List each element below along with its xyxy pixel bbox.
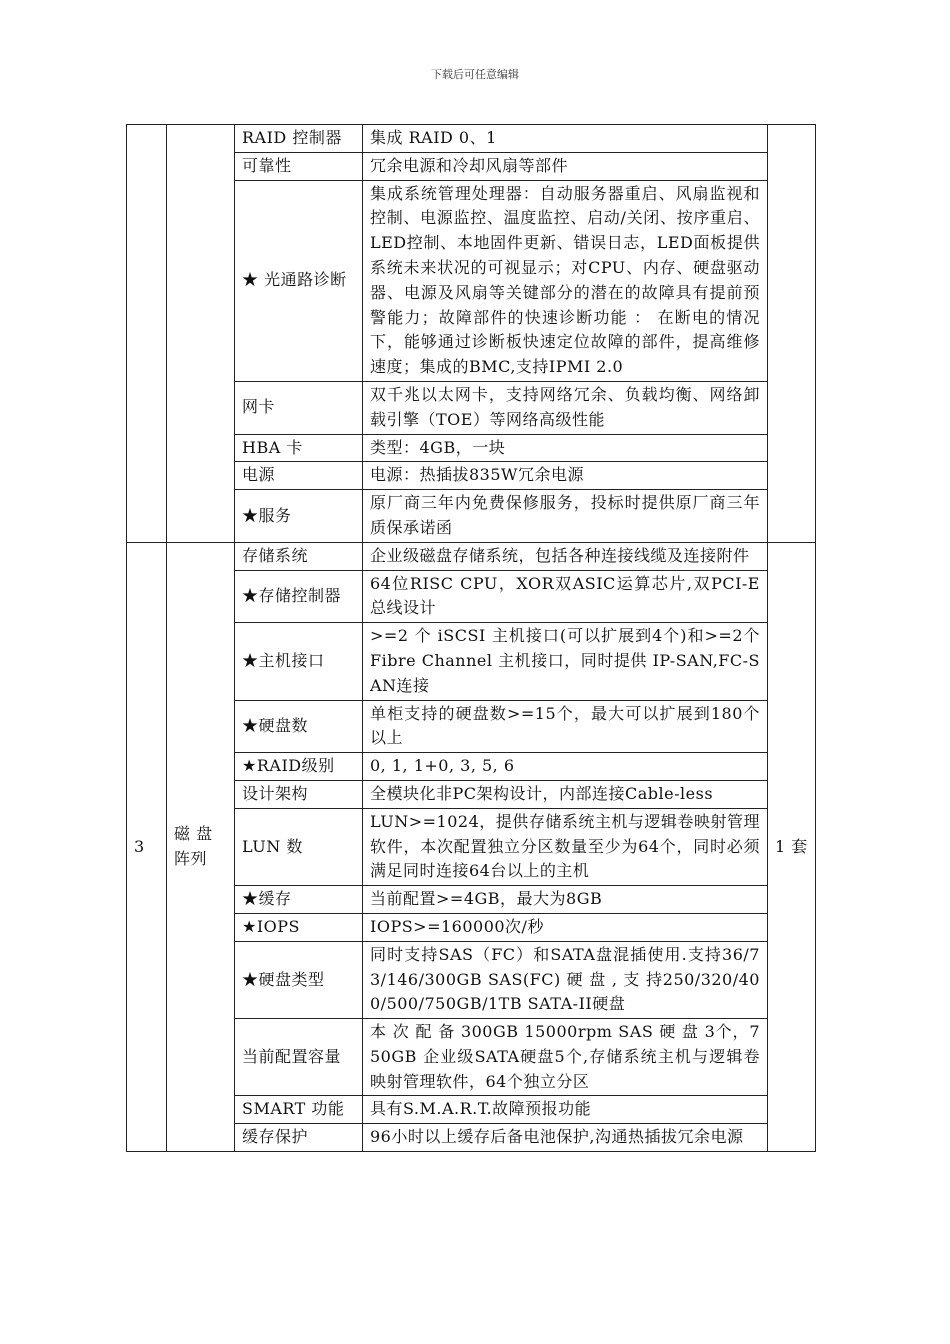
spec-desc-cell: 企业级磁盘存储系统，包括各种连接线缆及连接附件 [363, 542, 768, 570]
spec-desc-cell: 集成系统管理处理器：自动服务器重启、风扇监视和控制、电源监控、温度监控、启动/关闭、按序重启、LED控制、本地固件更新、错误日志，LED面板提供系统未来状况的可视显示；对CPU、内存、硬盘驱动器、电源及风扇等关键部分的潜在的故障具有提前预警能力；故障部件的快速诊断功能 ： 在断电的情况下，能够通过诊断板快速定位故障的部件，提高维修速度；集成的BMC,支持IPMI 2.0 [363, 180, 768, 381]
spec-item-cell: 缓存保护 [235, 1124, 363, 1152]
table-row [127, 125, 816, 153]
spec-item-cell: ★硬盘类型 [235, 941, 363, 1018]
spec-desc-cell: 冗余电源和冷却风扇等部件 [363, 152, 768, 180]
spec-desc-cell: 双千兆以太网卡，支持网络冗余、负载均衡、网络卸载引擎（TOE）等网络高级性能 [363, 381, 768, 434]
spec-item-cell: 可靠性 [235, 152, 363, 180]
spec-item-cell: 网卡 [235, 381, 363, 434]
product-name-cell [167, 125, 235, 543]
spec-table-body [127, 125, 816, 1152]
spec-desc-cell: 类型：4GB，一块 [363, 434, 768, 462]
spec-desc-cell: 单柜支持的硬盘数>=15个，最大可以扩展到180个以上 [363, 700, 768, 753]
spec-item-cell: ★缓存 [235, 886, 363, 914]
spec-desc-cell: 当前配置>=4GB，最大为8GB [363, 886, 768, 914]
spec-desc-cell: IOPS>=160000次/秒 [363, 913, 768, 941]
spec-desc-cell: 具有S.M.A.R.T.故障预报功能 [363, 1096, 768, 1124]
spec-item-cell: LUN 数 [235, 808, 363, 885]
spec-item-cell: SMART 功能 [235, 1096, 363, 1124]
spec-desc-cell: 集成 RAID 0、1 [363, 125, 768, 153]
spec-item-cell: HBA 卡 [235, 434, 363, 462]
spec-item-cell: ★主机接口 [235, 623, 363, 700]
spec-desc-cell: 全模块化非PC架构设计，内部连接Cable-less [363, 780, 768, 808]
seq-cell [127, 125, 167, 543]
spec-item-cell: ★硬盘数 [235, 700, 363, 753]
spec-desc-cell: 同时支持SAS（FC）和SATA盘混插使用.支持36/73/146/300GB SAS(FC) 硬 盘 , 支 持250/320/400/500/750GB/1TB SATA-II硬盘 [363, 941, 768, 1018]
spec-desc-cell: >=2 个 iSCSI 主机接口(可以扩展到4个)和>=2个 Fibre Channel 主机接口，同时提供 IP-SAN,FC-SAN连接 [363, 623, 768, 700]
quantity-cell [768, 125, 816, 543]
quantity-cell: 1 套 [768, 542, 816, 1151]
page-header: 下载后可任意编辑 [431, 68, 519, 81]
spec-item-cell: ★IOPS [235, 913, 363, 941]
table-row [127, 542, 816, 570]
seq-cell: 3 [127, 542, 167, 1151]
spec-item-cell: 当前配置容量 [235, 1019, 363, 1096]
spec-item-cell: RAID 控制器 [235, 125, 363, 153]
spec-item-cell: ★RAID级别 [235, 753, 363, 781]
product-name-cell: 磁 盘阵列 [167, 542, 235, 1151]
spec-item-cell: ★存储控制器 [235, 570, 363, 623]
spec-desc-cell: 本 次 配 备 300GB 15000rpm SAS 硬 盘 3个，750GB 企业级SATA硬盘5个,存储系统主机与逻辑卷映射管理软件，64个独立分区 [363, 1019, 768, 1096]
spec-desc-cell: 0, 1, 1+0, 3, 5, 6 [363, 753, 768, 781]
spec-table [126, 124, 816, 1152]
spec-desc-cell: 原厂商三年内免费保修服务，投标时提供原厂商三年质保承诺函 [363, 490, 768, 543]
spec-desc-cell: 电源：热插拔835W冗余电源 [363, 462, 768, 490]
spec-item-cell: 设计架构 [235, 780, 363, 808]
spec-item-cell: ★ 光通路诊断 [235, 180, 363, 381]
spec-item-cell: ★服务 [235, 490, 363, 543]
spec-item-cell: 电源 [235, 462, 363, 490]
spec-desc-cell: LUN>=1024，提供存储系统主机与逻辑卷映射管理软件，本次配置独立分区数量至少为64个，同时必须满足同时连接64台以上的主机 [363, 808, 768, 885]
spec-item-cell: 存储系统 [235, 542, 363, 570]
spec-desc-cell: 96小时以上缓存后备电池保护,沟通热插拔冗余电源 [363, 1124, 768, 1152]
spec-desc-cell: 64位RISC CPU，XOR双ASIC运算芯片,双PCI-E总线设计 [363, 570, 768, 623]
